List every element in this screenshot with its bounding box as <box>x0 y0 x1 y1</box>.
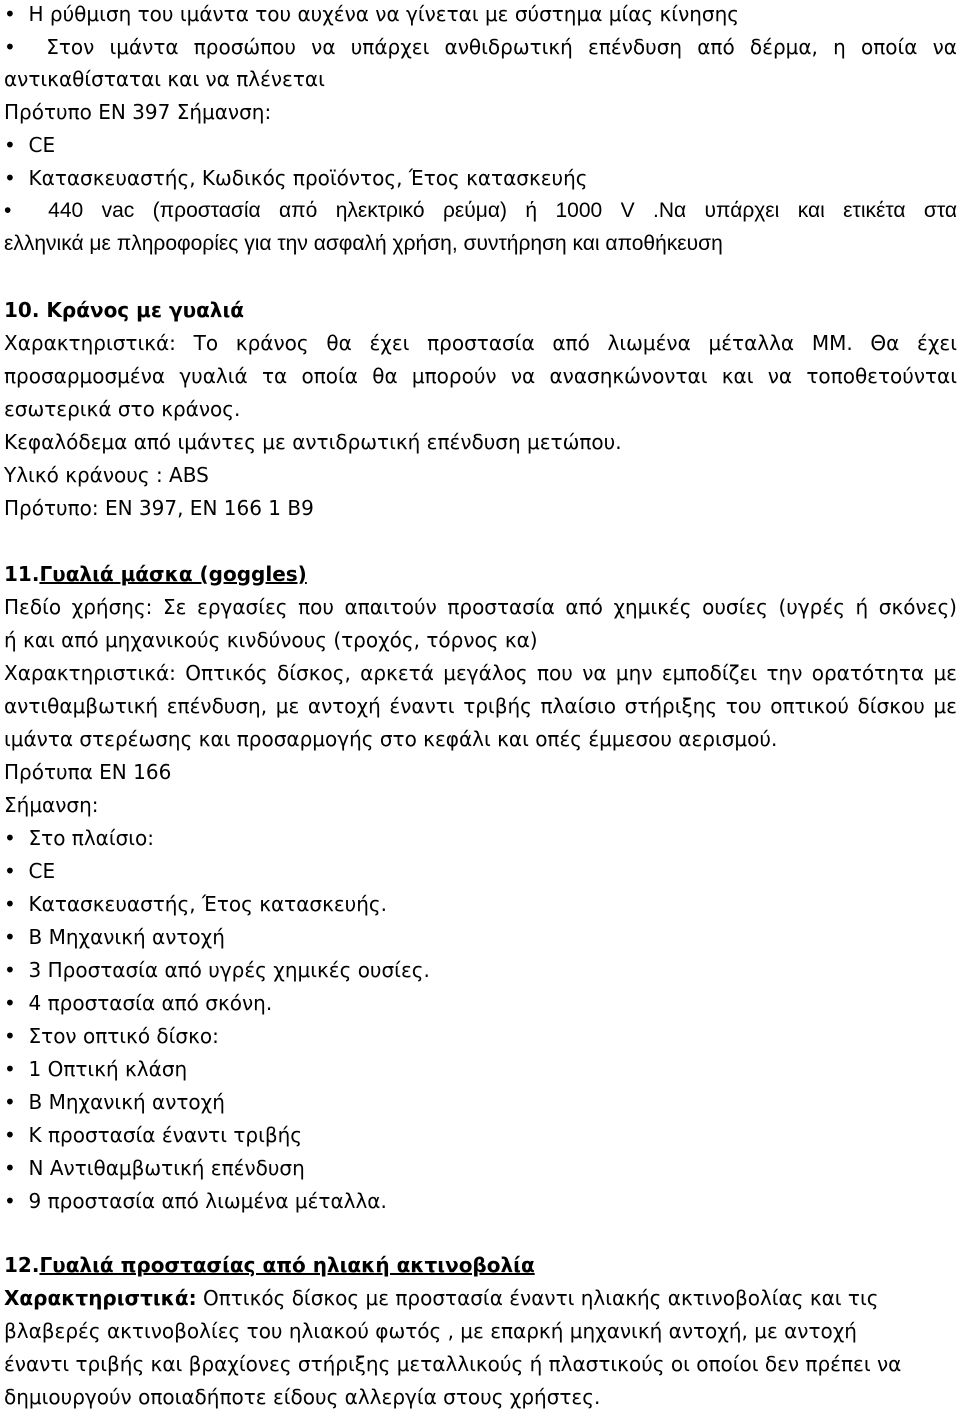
marking-bullet: • Κατασκευαστής, Έτος κατασκευής. <box>4 891 957 917</box>
marking-bullet: • B Μηχανική αντοχή <box>4 1089 957 1115</box>
marking-bullet: • 4 προστασία από σκόνη. <box>4 990 957 1016</box>
section-11-marking-label: Σήμανση: <box>4 793 99 817</box>
marking-bullet: • Στο πλαίσιο: <box>4 825 957 851</box>
section-10-material: Υλικό κράνους : ABS <box>4 463 209 487</box>
section-12-title: Γυαλιά προστασίας από ηλιακή ακτινοβολία <box>39 1253 535 1277</box>
standard-en397-line: Πρότυπο ΕΝ 397 Σήμανση: <box>4 100 272 124</box>
section-10-characteristics: Χαρακτηριστικά: Το κράνος θα έχει προστασία από λιωμένα μέταλλα ΜΜ. Θα έχει <box>4 331 957 355</box>
section-12-characteristics-cont-1: βλαβερές ακτινοβολίες του ηλιακού φωτός , με επαρκή μηχανική αντοχή, με αντοχή <box>4 1319 857 1343</box>
section-11-heading <box>4 561 957 587</box>
marking-bullet: • 3 Προστασία από υγρές χημικές ουσίες. <box>4 957 957 983</box>
face-strap-continuation: αντικαθίσταται και να πλένεται <box>4 67 325 91</box>
section-11-characteristics: Χαρακτηριστικά: Οπτικός δίσκος, αρκετά μεγάλος που να μην εμποδίζει την ορατότητα με <box>4 661 957 685</box>
section-12-heading <box>4 1252 957 1278</box>
marking-bullet: • CE <box>4 858 957 884</box>
marking-bullet: • 9 προστασία από λιωμένα μέταλλα. <box>4 1188 957 1214</box>
marking-manufacturer-bullet: • Κατασκευαστής, Κωδικός προϊόντος, Έτος κατασκευής <box>4 165 957 191</box>
marking-bullet: • Στον οπτικό δίσκο: <box>4 1023 957 1049</box>
section-11-characteristics-cont-2: ιμάντα στερέωσης και προσαρμογής στο κεφάλι και οπές έμμεσου αερισμού. <box>4 727 778 751</box>
section-12-characteristics-cont-2: έναντι τριβής και βραχίονες στήριξης μεταλλικούς ή πλαστικούς οι οποίοι δεν πρέπει να <box>4 1352 902 1376</box>
section-12-characteristics-text: Οπτικός δίσκος με προστασία έναντι ηλιακής ακτινοβολίας και τις <box>196 1286 879 1310</box>
section-11-field-of-use-cont: ή και από μηχανικούς κινδύνους (τροχός, τόρνος κα) <box>4 628 538 652</box>
marking-ce-bullet: • CE <box>4 132 957 158</box>
neck-strap-bullet: • Η ρύθμιση του ιμάντα του αυχένα να γίνεται με σύστημα μίας κίνησης <box>4 1 957 27</box>
section-10-standard: Πρότυπο: ΕΝ 397, ΕΝ 166 1 Β9 <box>4 496 314 520</box>
face-strap-bullet: • Στον ιμάντα προσώπου να υπάρχει ανθιδρωτική επένδυση από δέρμα, η οποία να <box>4 34 957 60</box>
marking-bullet: • 1 Οπτική κλάση <box>4 1056 957 1082</box>
section-10-characteristics-cont-2: εσωτερικά στο κράνος. <box>4 397 241 421</box>
section-11-number: 11. <box>4 562 40 586</box>
section-11-characteristics-cont-1: αντιθαμβωτική επένδυση, με αντοχή έναντι τριβής πλαίσιο στήριξης του οπτικού δίσκου με <box>4 694 957 718</box>
section-12-characteristics-cont-3: δημιουργούν οποιαδήποτε είδους αλλεργία στους χρήστες. <box>4 1385 601 1409</box>
section-10-characteristics-cont-1: προσαρμοσμένα γυαλιά τα οποία θα μπορούν να ανασηκώνονται και να τοποθετούνται <box>4 364 957 388</box>
marking-voltage-bullet: • 440 vac (προστασία από ηλεκτρικό ρεύμα) ή 1000 V .Να υπάρχει και ετικέτα στα <box>4 198 957 224</box>
section-12-number: 12. <box>4 1253 40 1277</box>
marking-bullet: • B Μηχανική αντοχή <box>4 924 957 950</box>
section-11-standard: Πρότυπα ΕΝ 166 <box>4 760 172 784</box>
marking-voltage-continuation: ελληνικά με πληροφορίες για την ασφαλή χρήση, συντήρηση και αποθήκευση <box>4 232 723 255</box>
section-11-title: Γυαλιά μάσκα (goggles) <box>39 562 307 586</box>
marking-bullet: • N Αντιθαμβωτική επένδυση <box>4 1155 957 1181</box>
section-10-headband: Κεφαλόδεμα από ιμάντες με αντιδρωτική επένδυση μετώπου. <box>4 430 622 454</box>
marking-bullet: • K προστασία έναντι τριβής <box>4 1122 957 1148</box>
section-12-characteristics <box>4 1285 957 1311</box>
section-11-field-of-use: Πεδίο χρήσης: Σε εργασίες που απαιτούν προστασία από χημικές ουσίες (υγρές ή σκόνες) <box>4 595 957 619</box>
section-12-characteristics-label: Χαρακτηριστικά: <box>4 1286 197 1310</box>
section-10-heading: 10. Κράνος με γυαλιά <box>4 298 244 322</box>
